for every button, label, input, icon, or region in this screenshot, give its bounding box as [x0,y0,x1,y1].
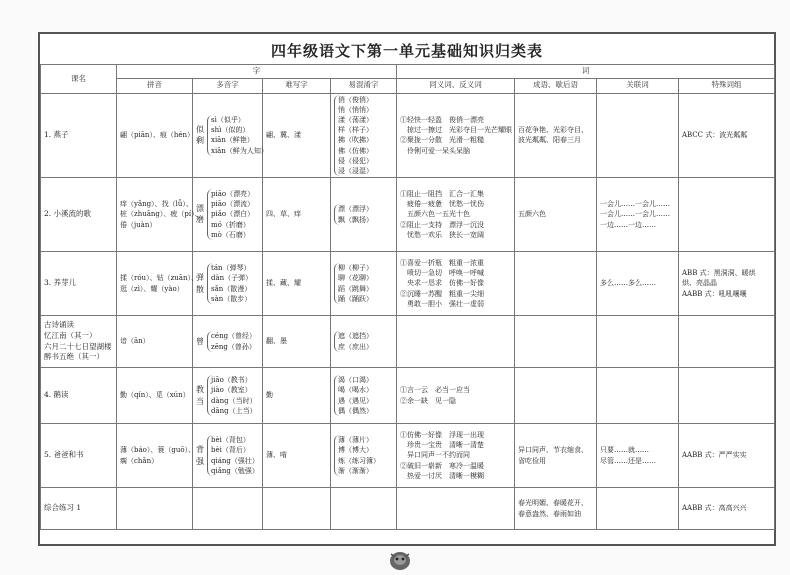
confusable-line: 薄（薄片） [338,436,373,445]
difficult-cell: 翩、冀、漾 [263,93,331,177]
confusable-block [334,435,393,476]
connective-line: 尽管……还是…… [600,456,656,465]
special-cell [679,488,775,530]
pinyin-line: 薄（báo）、蓑（guō）、 [120,446,196,455]
synonym-line: 央求一恳求 仿佛一好像 [400,279,484,288]
polyphone-line: dàn（子弹） [211,274,253,283]
confusable-line: 样（样子） [338,126,373,135]
connective-cell [597,93,679,177]
confusable-line: 侵（侵犯） [338,156,373,165]
polyphone-line: sàn（散步） [211,294,252,303]
synonym-line: ①阻止一阻挡 汇合一汇集 [400,190,484,199]
special-cell [679,424,775,488]
confusable-line: 佛（仿佛） [338,146,373,155]
polyphone-cell [193,488,263,530]
idiom-cell [515,488,597,530]
synonym-cell [397,252,515,316]
idiom-line: 春光明媚、春暖花开、春意盎然、春雨如油 [518,499,588,518]
confusable-cell [331,488,397,530]
lesson-cell: 1. 燕子 [41,93,117,177]
polyphone-cell [193,424,263,488]
confusable-line: 俏（俊俏） [338,95,373,104]
table-row [41,424,775,488]
pinyin-block [120,273,198,293]
synonym-line: 五颜六色一五光十色 [400,210,470,219]
synonym-line: 喷切一急切 呼唤一呼喊 [400,269,484,278]
special-cell [679,368,775,424]
idiom-cell [515,252,597,316]
confusable-line: 博（博大） [338,446,373,455]
header-special: 特殊词组 [679,78,775,93]
connective-block [600,199,675,229]
polyphone-line: bèi（背包） [211,436,250,445]
confusable-block [334,95,393,176]
synonym-line: ②破旧一崭新 寒冷一温暖 [400,461,484,470]
table-body [41,93,775,529]
connective-cell [597,424,679,488]
header-polyphone: 多音字 [193,78,263,93]
confusable-cell [331,316,397,368]
special-cell [679,93,775,177]
confusable-line: 踊（踊跃） [338,294,373,303]
polyphone-wrap [196,435,259,476]
pinyin-block [120,390,189,400]
confusable-line: 柳（柳子） [338,264,373,273]
pinyin-cell [117,252,198,316]
synonym-line: ①轻快一轻盈 俊俏一漂亮 [400,116,484,125]
synonym-line: ②聚拢一分散 光滑一粗糙 [400,136,484,145]
pinyin-line: 痒（yǎng）、找（lǚ）、 [120,200,193,209]
polyphone-line: céng（曾经） [211,332,257,341]
difficult-cell: 翻、墨 [263,316,331,368]
pinyin-line: 桩（zhuāng）、疲（pí）、 [120,210,202,219]
table-row [41,368,775,424]
polyphone-block [207,115,268,156]
synonym-cell [397,424,515,488]
polyphone-line: dàng（当时） [211,396,257,405]
polyphone-block [207,189,254,240]
idiom-line: 百花争艳、光彩夺目、波光粼粼、阳春三月 [518,126,588,145]
pinyin-cell [117,424,196,488]
lesson-cell: 4. 鹅读 [41,368,117,424]
confusable-cell [331,178,397,252]
polyphone-cell [193,368,263,424]
special-line: AABB 式：严严实实 [682,451,747,460]
pinyin-line: 倦（juàn） [120,220,157,229]
synonym-block [400,430,511,481]
special-block [682,130,771,140]
summary-sheet [38,32,776,546]
polyphone-line: zēng（曾孙） [211,342,256,351]
page-title: 四年级语文下第一单元基础知识归类表 [270,42,543,60]
special-line: 烘、亮晶晶 [682,279,717,288]
polyphone-block [207,375,257,416]
confusable-block [334,331,393,351]
synonym-line: ①仿佛一好像 浮现一出现 [400,431,484,440]
pinyin-line: 揉（róu）、钻（zuān）、 [120,274,198,283]
summary-table [40,64,775,530]
confusable-line: 渐（渐渐） [338,466,373,475]
header-word-group: 词 [397,65,775,79]
polyphone-line: bèi（背后） [211,446,250,455]
table-row [41,178,775,252]
connective-block [600,278,675,288]
confusable-line: 浸（浸湿） [338,166,373,175]
polyphone-cell [193,93,268,177]
table-row [41,488,775,530]
lesson-cell: 古诗诵读 忆江南（其一） 六月二十七日望湖楼醉书五绝（其一） [41,316,117,368]
header-ant: 、反义词 [451,80,482,90]
idiom-cell [515,316,597,368]
polyphone-char: 漂 磨 [196,203,204,225]
pinyin-line: 瘸（chǎn） [120,456,159,465]
special-cell [679,316,775,368]
polyphone-line: qiáng（强壮） [211,456,259,465]
difficult-cell: 勤 [263,368,331,424]
polyphone-line: jiào（教室） [211,386,252,395]
polyphone-line: piǎo（漂白） [211,210,255,219]
polyphone-line: xiǎn（鲜为人知） [211,146,268,155]
connective-cell [597,252,679,316]
special-cell [679,178,775,252]
synonym-line: ①言一云 必当一应当 [400,386,470,395]
connective-cell [597,488,679,530]
synonym-line: ②阻止一支持 漂浮一沉没 [400,220,484,229]
polyphone-line: sǎn（散漫） [211,284,252,293]
confusable-cell [331,252,397,316]
pinyin-cell [117,368,193,424]
header-pinyin: 拼音 [117,78,193,93]
synonym-cell [397,178,515,252]
synonym-line: 疲倦一疲惫 忧愁一忧伤 [400,200,484,209]
header-difficult: 难写字 [263,78,331,93]
header-syn-ant [397,78,515,93]
synonym-line: 伶俐可爱一呆头呆脑 [400,146,470,155]
confusable-line: 漾（荡漾） [338,116,373,125]
polyphone-cell [193,252,263,316]
difficult-cell [263,488,331,530]
special-block [682,268,771,298]
polyphone-line: piāo（漂亮） [211,190,255,199]
pinyin-line: 逛（zì）、耀（yào） [120,284,184,293]
synonym-line: 珍贵一宝贵 清晰一清楚 [400,441,484,450]
table-row [41,252,775,316]
special-line: AABB 式：吼吼嚷嚷 [682,289,747,298]
confusable-cell [331,424,397,488]
difficult-cell: 薄、啃 [263,424,331,488]
footer-ornament-icon [387,548,413,572]
confusable-line: 飘（飘扬） [338,215,373,224]
special-block [682,450,771,460]
synonym-block [400,385,511,405]
header-lesson: 课名 [41,65,117,94]
confusable-line: 聊（花聊） [338,274,373,283]
special-line: ABB 式：黑洞洞、暖烘 [682,269,756,278]
table-row [41,316,775,368]
polyphone-block [207,263,252,304]
connective-line: 多么……多么…… [600,279,656,288]
table-row [41,93,775,177]
special-cell [679,252,775,316]
connective-line: 一会儿……一会儿…… [600,200,670,209]
idiom-line: 五颜六色 [518,210,546,219]
polyphone-line: sì（似乎） [211,116,245,125]
polyphone-line: dāng（上当） [211,406,257,415]
polyphone-char: 弹 散 [196,272,204,294]
polyphone-wrap [196,189,259,240]
synonym-line: ②余一缺 见一隐 [400,396,456,405]
polyphone-line: xiān（鲜艳） [211,136,254,145]
confusable-block [334,375,393,416]
confusable-line: 蹈（跳舞） [338,284,373,293]
pinyin-block [120,445,196,465]
polyphone-line: mò（石磨） [211,230,250,239]
lesson-cell: 3. 养芽儿 [41,252,117,316]
connective-line: 一会儿……一会儿…… [600,210,670,219]
synonym-cell [397,368,515,424]
polyphone-char: 教 当 [196,384,204,406]
connective-line: 一边……一边…… [600,220,656,229]
synonym-line: 掠过一擦过 光彩夺目一光芒耀眼 [400,126,512,135]
confusable-line: 偶（偶然） [338,406,373,415]
special-line: AABB 式：高高兴兴 [682,504,747,513]
pinyin-line: 勤（qín）、觅（xún） [120,391,190,400]
confusable-line: 喝（喝水） [338,386,373,395]
synonym-block [400,258,511,309]
synonym-line: 热爱一讨厌 清晰一模糊 [400,471,484,480]
polyphone-wrap [196,375,259,416]
polyphone-wrap [196,115,268,156]
polyphone-char: 背 强 [196,444,204,466]
lesson-cell: 5. 爸爸和书 [41,424,117,488]
confusable-block [334,204,393,224]
polyphone-wrap [196,331,259,351]
confusable-line: 拂（吹拂） [338,136,373,145]
lesson-cell: 综合练习 1 [41,488,117,530]
pinyin-block [120,130,195,140]
pinyin-line: 翩（piān）、痕（hén） [120,131,195,140]
polyphone-cell [193,316,263,368]
polyphone-char: 曾 [196,336,204,346]
polyphone-block [207,331,256,351]
confusable-line: 遮（遮挡） [338,332,373,341]
polyphone-cell [193,178,263,252]
confusable-cell [331,368,397,424]
synonym-line: ②沉睡一苏醒 粗重一尖细 [400,289,484,298]
synonym-cell [397,93,515,177]
synonym-cell [397,316,515,368]
confusable-line: 漂（漂浮） [338,205,373,214]
pinyin-cell [117,316,193,368]
connective-cell [597,316,679,368]
connective-block [600,445,675,465]
header-connective: 关联词 [597,78,679,93]
lesson-cell: 2. 小溪流的歌 [41,178,117,252]
polyphone-char: 似 剩 [196,124,204,146]
synonym-line: 异口同声一不约而同 [400,451,470,460]
polyphone-line: mó（折磨） [211,220,250,229]
idiom-cell [515,368,597,424]
polyphone-line: qiǎng（勉强） [211,466,259,475]
confusable-cell [331,93,397,177]
synonym-block [400,189,511,240]
confusable-line: 渴（口渴） [338,376,373,385]
synonym-cell [397,488,515,530]
idiom-cell [515,178,597,252]
polyphone-line: tán（弹琴） [211,264,251,273]
confusable-line: 炼（练习簿） [338,456,380,465]
confusable-line: 遇（遇见） [338,396,373,405]
header-syn: 同义词 [429,80,452,90]
pinyin-line: 谙（ān） [120,337,150,346]
connective-cell [597,368,679,424]
synonym-block [400,115,511,156]
difficult-cell: 四、草、痒 [263,178,331,252]
polyphone-wrap [196,263,259,304]
pinyin-cell [117,93,193,177]
special-block [682,503,771,513]
synonym-line: 忧愁一欢乐 狭长一宽阔 [400,230,484,239]
confusable-line: 庶（庶出） [338,342,373,351]
confusable-block [334,263,393,304]
polyphone-line: shì（似的） [211,126,250,135]
header-confusable: 易混淆字 [331,78,397,93]
polyphone-line: piāo（漂流） [211,200,255,209]
polyphone-block [207,435,259,476]
connective-cell [597,178,679,252]
synonym-line: 勇敢一胆小 强壮一虚弱 [400,299,484,308]
difficult-cell: 揉、藏、耀 [263,252,331,316]
idiom-cell [515,424,597,488]
header-idiom: 成语、歇后语 [515,78,597,93]
confusable-line: 悄（悄悄） [338,106,373,115]
pinyin-block [120,336,189,346]
idiom-cell [515,93,597,177]
polyphone-line: jiāo（教书） [211,376,252,385]
connective-line: 只要……就…… [600,446,649,455]
pinyin-cell [117,488,193,530]
header-char-group: 字 [117,65,397,79]
synonym-line: ①喜爱一折瓶 粗重一浓重 [400,259,484,268]
special-line: ABCC 式：波光粼粼 [682,131,748,140]
idiom-line: 异口同声、节衣缩食、省吃俭用 [518,446,588,465]
